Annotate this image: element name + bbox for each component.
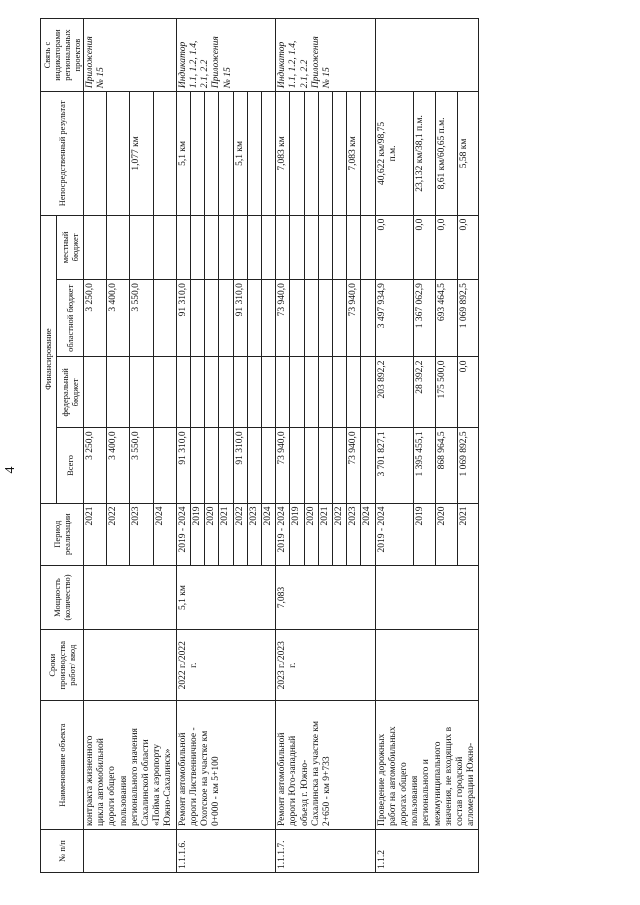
header-financing: Финансирование: [41, 215, 57, 503]
local-cell: [107, 215, 130, 279]
period-cell: 2024: [361, 503, 375, 565]
federal-cell: 175 500,0: [435, 357, 457, 428]
local-cell: 0,0: [375, 215, 414, 279]
period-cell: 2019 - 2024: [375, 503, 414, 565]
header-local: местный бюджет: [56, 215, 84, 279]
federal-cell: [205, 357, 219, 428]
header-terms: Сроки производства работ/ ввод: [41, 630, 84, 701]
period-cell: 2024: [261, 503, 275, 565]
result-cell: [361, 92, 375, 216]
regional-cell: [153, 280, 176, 357]
period-cell: 2021: [84, 503, 107, 565]
result-cell: 5,1 км: [233, 92, 247, 216]
regional-cell: [290, 280, 304, 357]
object-name: Проведение дорожных работ на автомобильных дорогах общего пользования регионального и межмуниципального значения, не входящих в состав городской агломерации Южно-: [375, 701, 479, 830]
terms-cell: 2023 г./2023 г.: [276, 630, 375, 701]
period-cell: 2019: [290, 503, 304, 565]
regional-cell: 91 310,0: [233, 280, 247, 357]
indicator-link: Приложения № 15: [84, 19, 177, 92]
local-cell: [347, 215, 361, 279]
federal-cell: [304, 357, 318, 428]
result-cell: [332, 92, 346, 216]
period-cell: 2021: [318, 503, 332, 565]
period-cell: 2021: [219, 503, 233, 565]
result-cell: 40,622 км/98,75 п.м.: [375, 92, 414, 216]
result-cell: 5,58 км: [457, 92, 479, 216]
header-total: Всего: [56, 428, 84, 503]
header-name: Наименование объекта: [41, 701, 84, 830]
period-cell: 2020: [304, 503, 318, 565]
table-row: [176, 19, 190, 873]
federal-cell: [276, 357, 290, 428]
result-cell: 8,61 км/60,65 п.м.: [435, 92, 457, 216]
period-cell: 2022: [332, 503, 346, 565]
capacity-cell: [375, 565, 479, 629]
local-cell: [130, 215, 153, 279]
period-cell: 2021: [457, 503, 479, 565]
local-cell: [219, 215, 233, 279]
header-num: № п/п: [41, 830, 84, 873]
table-row: [375, 19, 414, 873]
page-number: 4: [3, 466, 18, 474]
total-cell: 73 940,0: [276, 428, 290, 503]
table-body: [84, 19, 479, 873]
regional-cell: [247, 280, 261, 357]
result-cell: [107, 92, 130, 216]
result-cell: [219, 92, 233, 216]
period-cell: 2019 - 2024: [176, 503, 190, 565]
terms-cell: [84, 630, 177, 701]
local-cell: 0,0: [414, 215, 436, 279]
result-cell: [205, 92, 219, 216]
local-cell: [233, 215, 247, 279]
regional-cell: [205, 280, 219, 357]
object-name: Ремонт автомобильной дороги Лиственничное - Охотское на участке км 0+000 - км 5+100: [176, 701, 275, 830]
rotated-page: [40, 18, 600, 873]
federal-cell: [361, 357, 375, 428]
result-cell: 5,1 км: [176, 92, 190, 216]
total-cell: [332, 428, 346, 503]
header-capacity: Мощность (количество): [41, 565, 84, 629]
regional-cell: 3 497 934,9: [375, 280, 414, 357]
header-result: Непосредственный результат: [41, 92, 84, 216]
period-cell: 2023: [130, 503, 153, 565]
total-cell: 3 701 827,1: [375, 428, 414, 503]
federal-cell: [153, 357, 176, 428]
federal-cell: [247, 357, 261, 428]
period-cell: 2020: [205, 503, 219, 565]
total-cell: [304, 428, 318, 503]
local-cell: 0,0: [435, 215, 457, 279]
regional-cell: 1 069 892,5: [457, 280, 479, 357]
result-cell: [261, 92, 275, 216]
regional-cell: 3 250,0: [84, 280, 107, 357]
capacity-cell: 5,1 км: [176, 565, 275, 629]
regional-cell: 73 940,0: [276, 280, 290, 357]
federal-cell: [347, 357, 361, 428]
period-cell: 2019: [414, 503, 436, 565]
regional-cell: [304, 280, 318, 357]
result-cell: [84, 92, 107, 216]
indicator-link: Индикатор 1.1, 1.2, 1.4, 2.1, 2.2 Приложения № 15: [176, 19, 275, 92]
result-cell: [153, 92, 176, 216]
local-cell: [261, 215, 275, 279]
result-cell: 1,077 км: [130, 92, 153, 216]
regional-cell: [318, 280, 332, 357]
row-number: [84, 830, 177, 873]
header-link: Связь с индикаторами региональных проектов: [41, 19, 84, 92]
total-cell: 1 069 892,5: [457, 428, 479, 503]
federal-cell: [84, 357, 107, 428]
total-cell: 91 310,0: [233, 428, 247, 503]
result-cell: [304, 92, 318, 216]
federal-cell: 28 392,2: [414, 357, 436, 428]
federal-cell: [318, 357, 332, 428]
regional-cell: [261, 280, 275, 357]
regional-cell: [219, 280, 233, 357]
total-cell: [361, 428, 375, 503]
total-cell: 73 940,0: [347, 428, 361, 503]
federal-cell: 203 892,2: [375, 357, 414, 428]
federal-cell: [190, 357, 204, 428]
row-number: 1.1.2: [375, 830, 479, 873]
period-cell: 2020: [435, 503, 457, 565]
terms-cell: 2022 г./2022 г.: [176, 630, 275, 701]
local-cell: [190, 215, 204, 279]
result-cell: [247, 92, 261, 216]
total-cell: [247, 428, 261, 503]
period-cell: 2023: [347, 503, 361, 565]
federal-cell: [219, 357, 233, 428]
local-cell: [176, 215, 190, 279]
federal-cell: [261, 357, 275, 428]
result-cell: [318, 92, 332, 216]
regional-cell: 73 940,0: [347, 280, 361, 357]
table-row: [276, 19, 290, 873]
total-cell: [205, 428, 219, 503]
total-cell: [290, 428, 304, 503]
total-cell: 3 250,0: [84, 428, 107, 503]
result-cell: [290, 92, 304, 216]
local-cell: [153, 215, 176, 279]
federal-cell: [176, 357, 190, 428]
row-number: 1.1.1.6.: [176, 830, 275, 873]
total-cell: 1 395 455,1: [414, 428, 436, 503]
indicator-link: [375, 19, 479, 92]
capacity-cell: 7,083: [276, 565, 375, 629]
total-cell: [190, 428, 204, 503]
header-regional: областной бюджет: [56, 280, 84, 357]
local-cell: [247, 215, 261, 279]
total-cell: 91 310,0: [176, 428, 190, 503]
table-row: [84, 19, 107, 873]
indicator-link: Индикатор 1.1, 1.2, 1.4, 2.1, 2.2 Приложения № 15: [276, 19, 375, 92]
result-cell: 7,083 км: [276, 92, 290, 216]
object-name: Ремонт автомобильной дороги Юго-западный объезд г. Южно- Сахалинска на участке км 2+650 - км 9+733: [276, 701, 375, 830]
row-number: 1.1.1.7.: [276, 830, 375, 873]
local-cell: [276, 215, 290, 279]
terms-cell: [375, 630, 479, 701]
period-cell: 2023: [247, 503, 261, 565]
federal-cell: 0,0: [457, 357, 479, 428]
header-period: Период реализации: [41, 503, 84, 565]
regional-cell: 3 400,0: [107, 280, 130, 357]
federal-cell: [107, 357, 130, 428]
local-cell: [205, 215, 219, 279]
federal-cell: [332, 357, 346, 428]
federal-cell: [233, 357, 247, 428]
period-cell: 2022: [233, 503, 247, 565]
federal-cell: [130, 357, 153, 428]
object-name: контракта жизненного цикла автомобильной дороги общего пользования регионального значения Сахалинской области «Пойма к аэропорту Южно-Сахалинск»: [84, 701, 177, 830]
header-federal: федеральный бюджет: [56, 357, 84, 428]
total-cell: [219, 428, 233, 503]
local-cell: [84, 215, 107, 279]
total-cell: [261, 428, 275, 503]
total-cell: [318, 428, 332, 503]
local-cell: 0,0: [457, 215, 479, 279]
financing-table: [40, 18, 479, 873]
capacity-cell: [84, 565, 177, 629]
result-cell: 7,083 км: [347, 92, 361, 216]
period-cell: 2019: [190, 503, 204, 565]
period-cell: 2024: [153, 503, 176, 565]
regional-cell: 91 310,0: [176, 280, 190, 357]
regional-cell: 3 550,0: [130, 280, 153, 357]
regional-cell: 1 367 062,9: [414, 280, 436, 357]
period-cell: 2022: [107, 503, 130, 565]
regional-cell: 693 464,5: [435, 280, 457, 357]
result-cell: 23,132 км/38,1 п.м.: [414, 92, 436, 216]
period-cell: 2019 - 2024: [276, 503, 290, 565]
total-cell: 868 964,5: [435, 428, 457, 503]
local-cell: [332, 215, 346, 279]
regional-cell: [361, 280, 375, 357]
local-cell: [361, 215, 375, 279]
federal-cell: [290, 357, 304, 428]
local-cell: [318, 215, 332, 279]
total-cell: 3 550,0: [130, 428, 153, 503]
regional-cell: [332, 280, 346, 357]
local-cell: [304, 215, 318, 279]
local-cell: [290, 215, 304, 279]
total-cell: [153, 428, 176, 503]
result-cell: [190, 92, 204, 216]
regional-cell: [190, 280, 204, 357]
total-cell: 3 400,0: [107, 428, 130, 503]
